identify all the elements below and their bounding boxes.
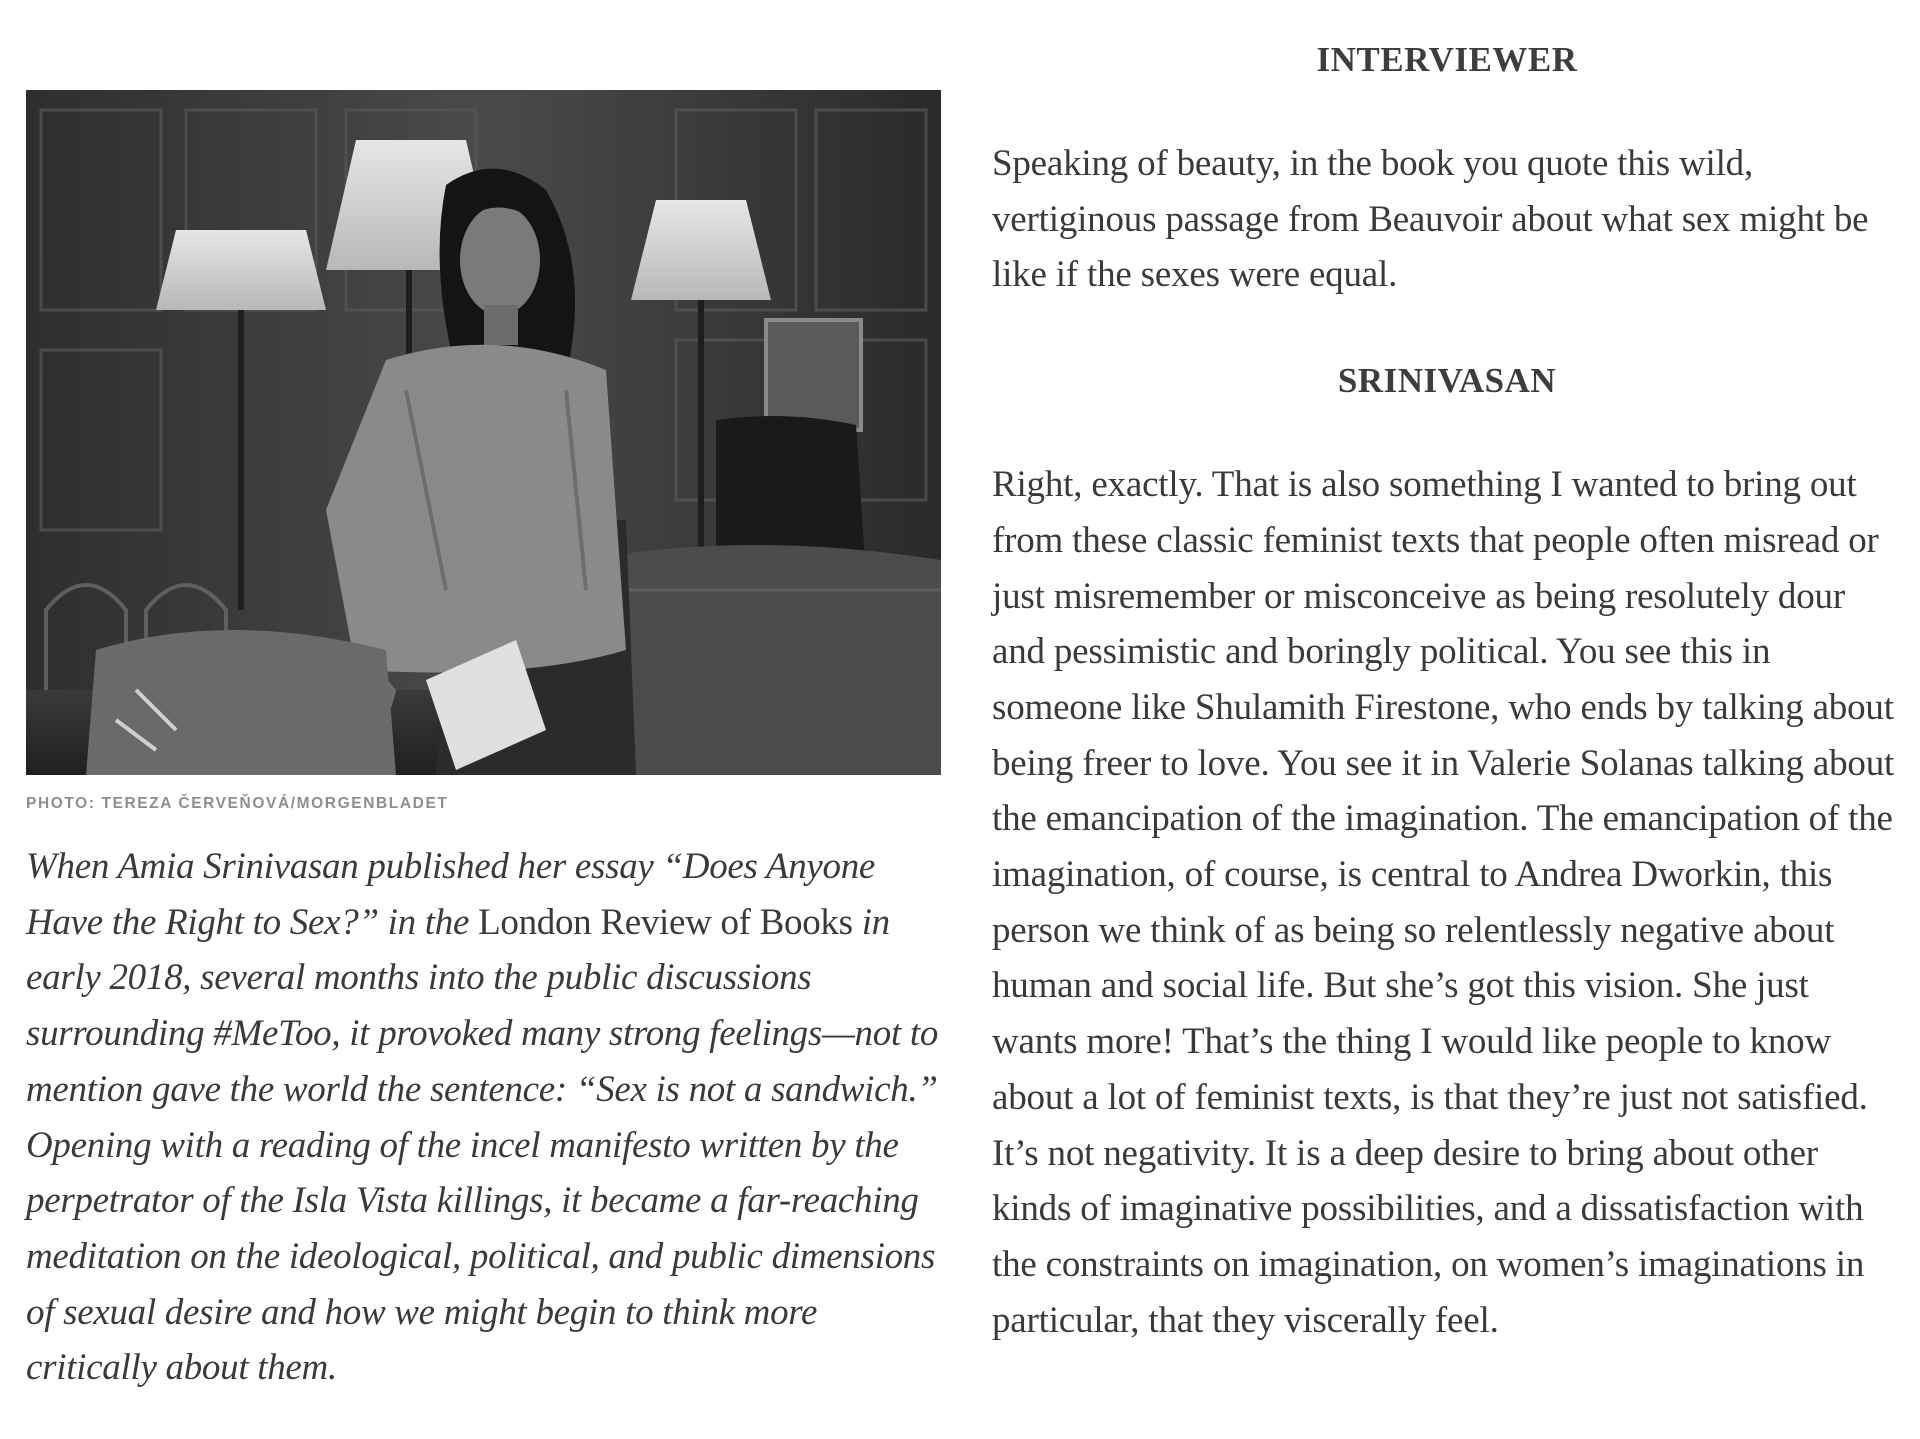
speaker-label-interviewer: INTERVIEWER (1316, 40, 1578, 79)
intro-text-part-1: When Amia Srinivasan published her essay “Does Anyone Have the Right to Sex?” in the (26, 846, 876, 943)
question-paragraph: Speaking of beauty, in the book you quote this wild, vertiginous passage from Beauvoir about what sex might be like if the sexes were equal. (992, 143, 1869, 296)
intro-text-part-2: in early 2018, several months into the public discussions surrounding #MeToo, it provoked many strong feelings—not to mention gave the world the sentence: “Sex is not a sandwich.” Opening with a reading of the incel manifesto written by the perpetrator of the Isla Vista killings, it became a far-reaching meditation on the ideological, political, and public dimensions of sexual desire and how we might begin to think more critically about them. (26, 901, 939, 1389)
portrait-photo (26, 90, 941, 775)
interview-column (992, 30, 1902, 1348)
photo-credit: PHOTO: TEREZA ČERVEŇOVÁ/MORGENBLADET (26, 795, 449, 812)
intro-paragraph (26, 839, 941, 1396)
article-left-column (26, 90, 941, 1433)
speaker-label-srinivasan: SRINIVASAN (1337, 361, 1557, 401)
answer-paragraph: Right, exactly. That is also something I wanted to bring out from these classic feminist texts that people often misread or just misremember or misconceive as being resolutely dour and pessimistic and boringly political. You see this in someone like Shulamith Firestone, who ends by talking about being freer to love. You see it in Valerie Solanas talking about the emancipation of the imagination. The emancipation of the imagination, of course, is central to Andrea Dworkin, this person we think of as being so relentlessly negative about human and social life. But she’s got this vision. She just wants more! That’s the thing I would like people to know about a lot of feminist texts, is that they’re just not satisfied. It’s not negativity. It is a deep desire to bring about other kinds of imaginative possibilities, and a dissatisfaction with the constraints on imagination, on women’s imaginations in particular, that they viscerally feel. (992, 464, 1895, 1341)
publication-title: London Review of Books (478, 901, 853, 943)
